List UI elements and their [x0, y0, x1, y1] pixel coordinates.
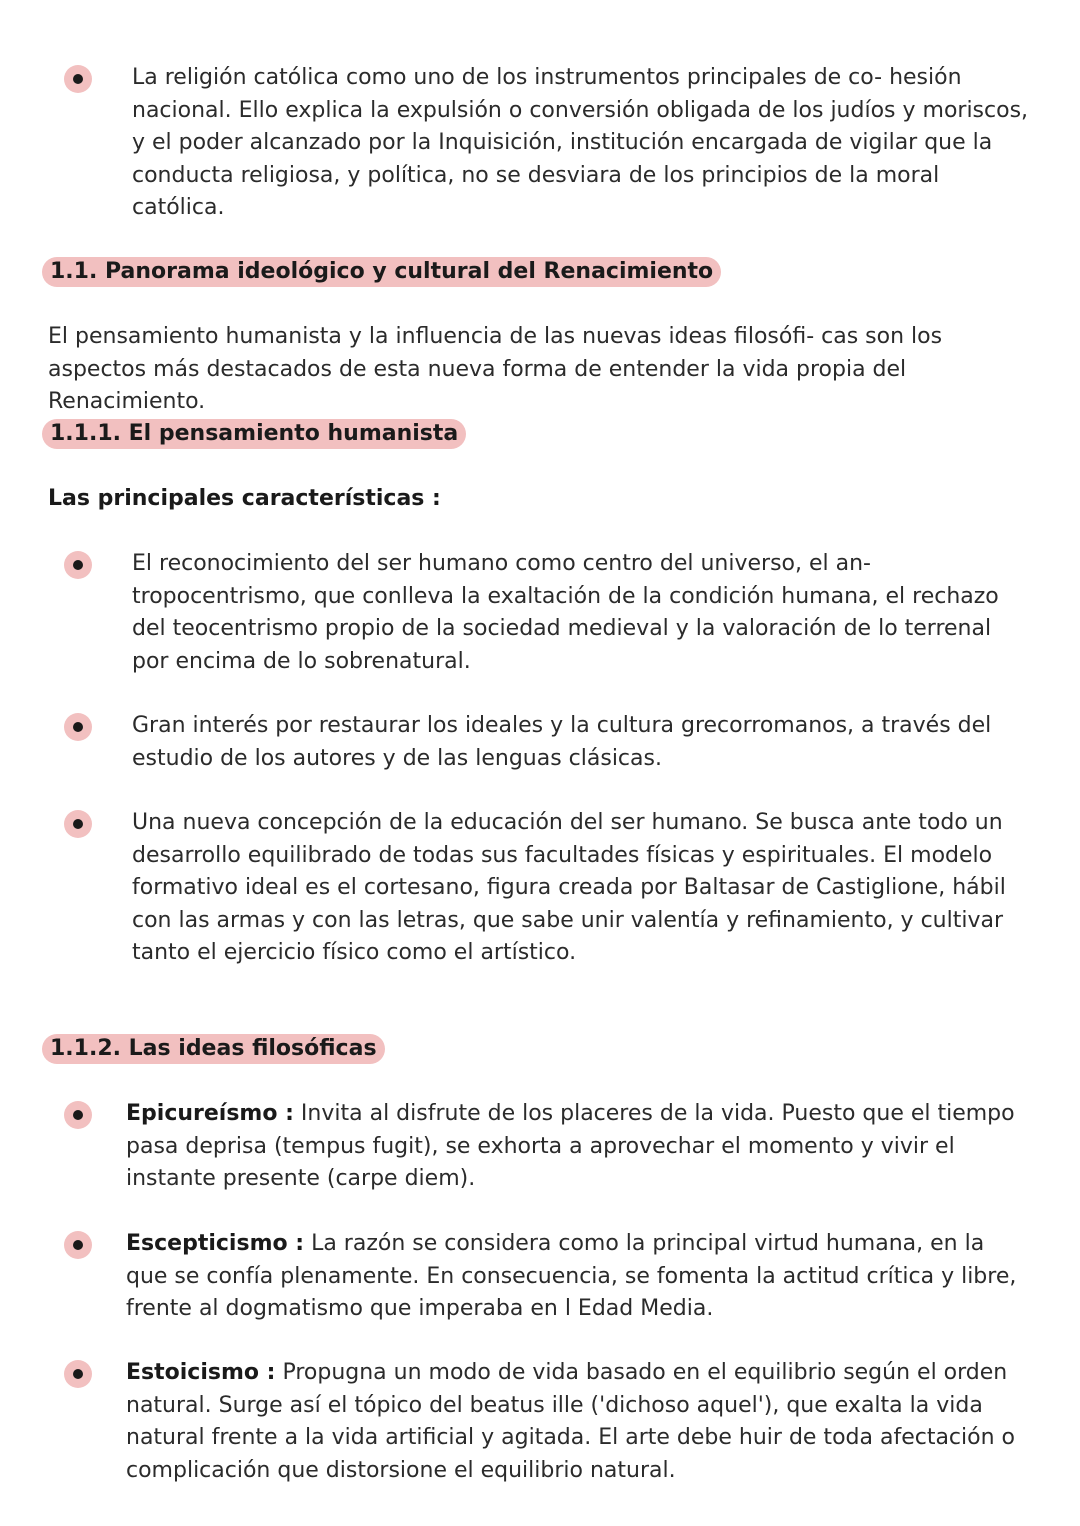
characteristics-label: Las principales características : [48, 486, 441, 511]
bullet-dot-icon [64, 551, 92, 579]
bullet-dot-icon [64, 810, 92, 838]
bullet-dot-icon [64, 65, 92, 93]
term-escepticismo: Escepticismo : [126, 1231, 305, 1256]
bullet-text [126, 1098, 1026, 1196]
term-definition: Invita al disfrute de los placeres de la vida. Puesto que el tiempo pasa deprisa (tempus fugit), se exhorta a aprovechar el momento y vivir el instante presente (carpe diem). [126, 1101, 1015, 1191]
bullet-text [126, 1357, 1026, 1487]
bullet-dot-icon [64, 1101, 92, 1129]
bullet-dot-icon [64, 713, 92, 741]
term-estoicismo: Estoicismo : [126, 1360, 276, 1385]
bullet-text [126, 1228, 1026, 1326]
bullet-text: El reconocimiento del ser humano como centro del universo, el an- tropocentrismo, que conlleva la exaltación de la condición humana, el rechazo del teocentrismo propio de la sociedad medieval y la valoración de lo terrenal por encima de lo sobrenatural. [132, 551, 999, 674]
section-heading-1-1-2: 1.1.2. Las ideas filosóficas [42, 1034, 385, 1064]
bullet-text: La religión católica como uno de los instrumentos principales de co- hesión nacional. Ello explica la expulsión o conversión obligada de los judíos y moriscos, y el poder alcanzado por la Inquisición, institución encargada de vigilar que la conducta religiosa, y política, no se desviara de los principios de la moral católica. [132, 65, 1029, 220]
term-epicureismo: Epicureísmo : [126, 1101, 294, 1126]
bullet-dot-icon [64, 1231, 92, 1259]
section-heading-1-1: 1.1. Panorama ideológico y cultural del Renacimiento [42, 257, 721, 287]
term-definition: Propugna un modo de vida basado en el equilibrio según el orden natural. Surge así el tópico del beatus ille ('dichoso aquel'), que exalta la vida natural frente a la vida artificial y agitada. El arte debe huir de toda afectación o complicación que distorsione el equilibrio natural. [126, 1360, 1015, 1483]
bullet-dot-icon [64, 1360, 92, 1388]
section-paragraph: El pensamiento humanista y la influencia de las nuevas ideas filosófi- cas son los aspectos más destacados de esta nueva forma de entender la vida propia del Renacimiento. [48, 324, 943, 414]
bullet-text: Gran interés por restaurar los ideales y la cultura grecorromanos, a través del estudio de los autores y de las lenguas clásicas. [132, 713, 992, 771]
bullet-text: Una nueva concepción de la educación del ser humano. Se busca ante todo un desarrollo equilibrado de todas sus facultades físicas y espirituales. El modelo formativo ideal es el cortesano, figura creada por Baltasar de Castiglione, hábil con las armas y con las letras, que sabe unir valentía y refinamiento, y cultivar tanto el ejercicio físico como el artístico. [132, 810, 1006, 965]
section-heading-1-1-1: 1.1.1. El pensamiento humanista [42, 419, 466, 449]
term-definition: La razón se considera como la principal virtud humana, en la que se confía plenamente. En consecuencia, se fomenta la actitud crítica y libre, frente al dogmatismo que imperaba en l Edad Media. [126, 1231, 1017, 1321]
